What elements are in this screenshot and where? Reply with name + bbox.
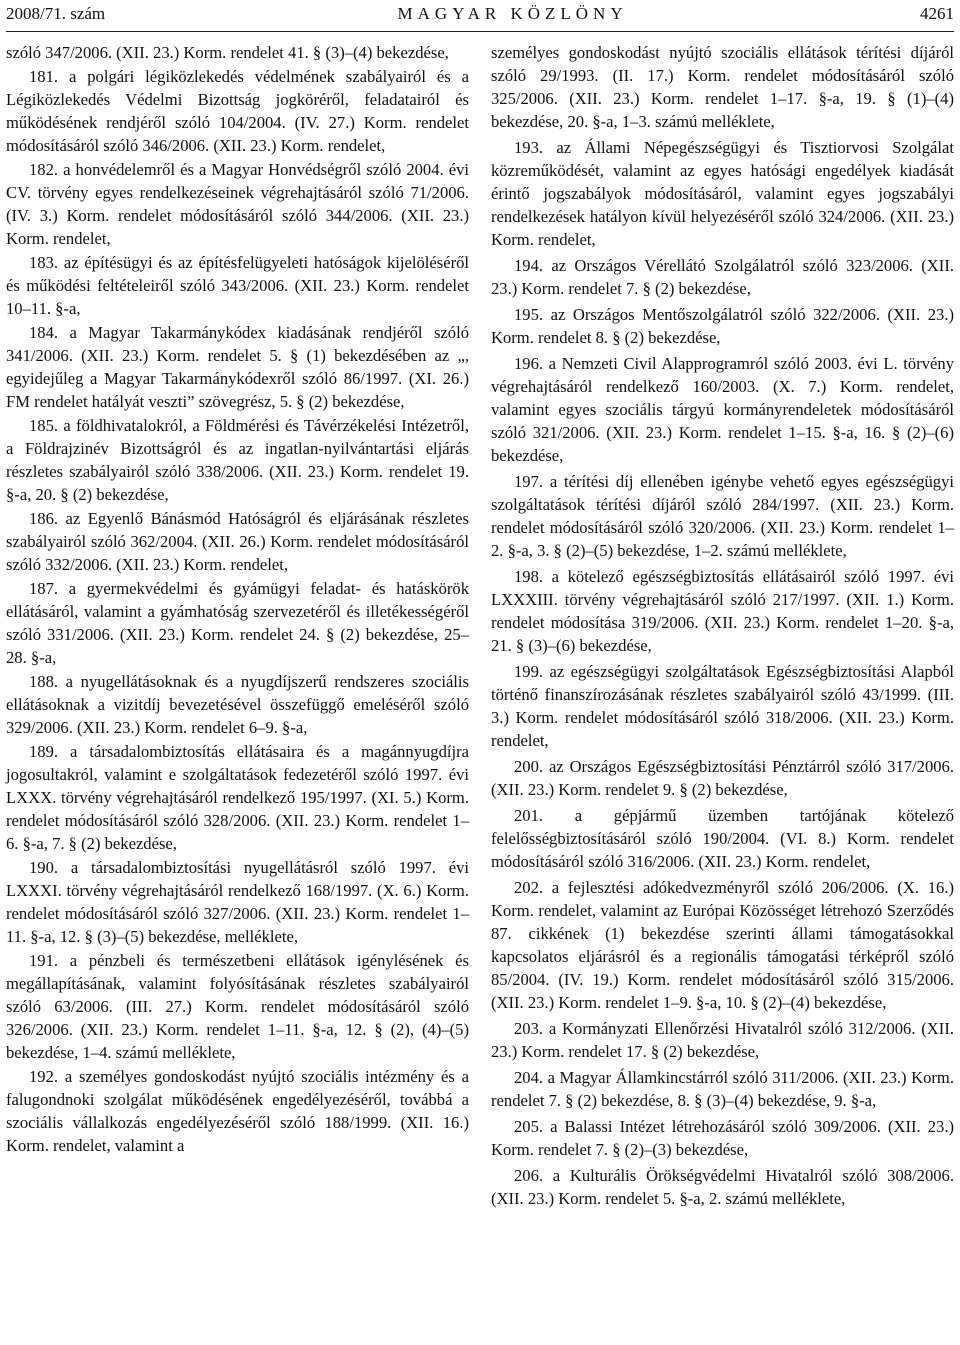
paragraph: 199. az egészségügyi szolgáltatások Egészségbiztosítási Alapból történő finanszírozásának részletes szabályairól szóló 43/1999. (III. 3.) Korm. rendelet módosításáról szóló 318/2006. (XII. 23.) Korm. rendelet, [491,662,954,750]
paragraph: 197. a térítési díj ellenében igénybe vehető egyes egészségügyi szolgáltatások térítési díjáról szóló 284/1997. (XII. 23.) Korm. rendelet módosításáról szóló 320/2006. (XII. 23.) Korm. rendelet 1–2. §-a, 3. § (2)–(5) bekezdése, 1–2. számú melléklete, [491,472,954,560]
left-column [6,41,469,1157]
paragraph: 190. a társadalombiztosítási nyugellátásról szóló 1997. évi LXXXI. törvény végrehajtásáról rendelkező 168/1997. (X. 6.) Korm. rendelet módosításáról szóló 327/2006. (XII. 23.) Korm. rendelet 1–11. §-a, 12. § (3)–(5) bekezdése, melléklete, [6,858,469,946]
paragraph: 202. a fejlesztési adókedvezményről szóló 206/2006. (X. 16.) Korm. rendelet, valamint az Európai Közösséget létrehozó Szerződés 87. cikkének (1) bekezdése szerinti állami támogatásokkal kapcsolatos eljárásról és a regionális támogatási térképről szóló 85/2004. (IV. 19.) Korm. rendelet módosításáról szóló 315/2006. (XII. 23.) Korm. rendelet 1–9. §-a, 10. § (2)–(4) bekezdése, [491,878,954,1012]
page-header [6,0,954,28]
paragraph: 198. a kötelező egészségbiztosítás ellátásairól szóló 1997. évi LXXXIII. törvény végrehajtásáról szóló 217/1997. (XII. 1.) Korm. rendelet módosítása 319/2006. (XII. 23.) Korm. rendelet 1–20. §-a, 21. § (3)–(6) bekezdése, [491,567,954,655]
paragraph: 187. a gyermekvédelmi és gyámügyi feladat- és hatáskörök ellátásáról, valamint a gyámhatóság szervezetéről és illetékességéről szóló 331/2006. (XII. 23.) Korm. rendelet 24. § (2) bekezdése, 25–28. §-a, [6,579,469,667]
paragraph: 201. a gépjármű üzemben tartójának kötelező felelősségbiztosításáról szóló 190/2004. (VI. 8.) Korm. rendelet módosításáról szóló 316/2006. (XII. 23.) Korm. rendelet, [491,806,954,871]
paragraph: 185. a földhivatalokról, a Földmérési és Távérzékelési Intézetről, a Földrajzinév Bizottságról és az ingatlan-nyilvántartási eljárás részletes szabályairól szóló 338/2006. (XII. 23.) Korm. rendelet 19. §-a, 20. § (2) bekezdése, [6,416,469,504]
paragraph: 203. a Kormányzati Ellenőrzési Hivatalról szóló 312/2006. (XII. 23.) Korm. rendelet 17. § (2) bekezdése, [491,1019,954,1061]
page-number: 4261 [920,4,954,23]
publication-title: MAGYAR KÖZLÖNY [397,4,628,23]
paragraph: 194. az Országos Vérellátó Szolgálatról szóló 323/2006. (XII. 23.) Korm. rendelet 7. § (2) bekezdése, [491,256,954,298]
paragraph: 196. a Nemzeti Civil Alapprogramról szóló 2003. évi L. törvény végrehajtásáról rendelkező 160/2003. (X. 7.) Korm. rendelet, valamint egyes szociális tárgyú kormányrendeletek módosításáról szóló 321/2006. (XII. 23.) Korm. rendelet 1–15. §-a, 16. § (2)–(6) bekezdése, [491,354,954,465]
paragraph: 183. az építésügyi és az építésfelügyeleti hatóságok kijelöléséről és működési feltételeiről szóló 343/2006. (XII. 23.) Korm. rendelet 10–11. §-a, [6,253,469,318]
right-column [491,41,954,1210]
header-rule [6,31,954,32]
paragraph: személyes gondoskodást nyújtó szociális ellátások térítési díjáról szóló 29/1993. (II. 17.) Korm. rendelet módosításáról szóló 325/2006. (XII. 23.) Korm. rendelet 1–17. §-a, 19. § (1)–(4) bekezdése, 20. §-a, 1–3. számú melléklete, [491,43,954,131]
paragraph: 195. az Országos Mentőszolgálatról szóló 322/2006. (XII. 23.) Korm. rendelet 8. § (2) bekezdése, [491,305,954,347]
issue-number: 2008/71. szám [6,4,106,23]
paragraph: 206. a Kulturális Örökségvédelmi Hivatalról szóló 308/2006. (XII. 23.) Korm. rendelet 5. §-a, 2. számú melléklete, [491,1166,954,1208]
paragraph: 205. a Balassi Intézet létrehozásáról szóló 309/2006. (XII. 23.) Korm. rendelet 7. § (2)–(3) bekezdése, [491,1117,954,1159]
paragraph: 184. a Magyar Takarmánykódex kiadásának rendjéről szóló 341/2006. (XII. 23.) Korm. rendelet 5. § (1) bekezdésében az „, egyidejűleg a Magyar Takarmánykódexről szóló 86/1997. (XI. 26.) FM rendelet hatályát veszti” szövegrész, 5. § (2) bekezdése, [6,323,469,411]
paragraph: 200. az Országos Egészségbiztosítási Pénztárról szóló 317/2006. (XII. 23.) Korm. rendelet 9. § (2) bekezdése, [491,757,954,799]
paragraph: 191. a pénzbeli és természetbeni ellátások igénylésének és megállapításának, valamint folyósításának részletes szabályairól szóló 63/2006. (III. 27.) Korm. rendelet módosításáról szóló 326/2006. (XII. 23.) Korm. rendelet 1–11. §-a, 12. § (2), (4)–(5) bekezdése, 1–4. számú melléklete, [6,951,469,1062]
paragraph: 192. a személyes gondoskodást nyújtó szociális intézmény és a falugondnoki szolgálat működésének engedélyezéséről, továbbá a szociális vállalkozás engedélyezéséről szóló 188/1999. (XII. 16.) Korm. rendelet, valamint a [6,1067,469,1155]
paragraph: 186. az Egyenlő Bánásmód Hatóságról és eljárásának részletes szabályairól szóló 362/2004. (XII. 26.) Korm. rendelet módosításáról szóló 332/2006. (XII. 23.) Korm. rendelet, [6,509,469,574]
paragraph: 181. a polgári légiközlekedés védelmének szabályairól és a Légiközlekedés Védelmi Bizottság jogköréről, feladatairól és működésének rendjéről szóló 104/2004. (IV. 27.) Korm. rendelet módosításáról szóló 346/2006. (XII. 23.) Korm. rendelet, [6,67,469,155]
paragraph: 189. a társadalombiztosítás ellátásaira és a magánnyugdíjra jogosultakról, valamint e szolgáltatások fedezetéről szóló 1997. évi LXXX. törvény végrehajtásáról rendelkező 195/1997. (XI. 5.) Korm. rendelet módosításáról szóló 328/2006. (XII. 23.) Korm. rendelet 1–6. §-a, 7. § (2) bekezdése, [6,742,469,853]
paragraph: 193. az Állami Népegészségügyi és Tisztiorvosi Szolgálat közreműködését, valamint az egyes hatósági engedélyek kiadását érintő jogszabályok módosításáról, valamint egyes jogszabályi rendelkezések hatályon kívül helyezéséről szóló 324/2006. (XII. 23.) Korm. rendelet, [491,138,954,249]
paragraph: 188. a nyugellátásoknak és a nyugdíjszerű rendszeres szociális ellátásoknak a vizitdíj bevezetésével összefüggő emeléséről szóló 329/2006. (XII. 23.) Korm. rendelet 6–9. §-a, [6,672,469,737]
paragraph: 204. a Magyar Államkincstárról szóló 311/2006. (XII. 23.) Korm. rendelet 7. § (2) bekezdése, 8. § (3)–(4) bekezdése, 9. §-a, [491,1068,954,1110]
paragraph: 182. a honvédelemről és a Magyar Honvédségről szóló 2004. évi CV. törvény egyes rendelkezéseinek végrehajtásáról szóló 71/2006. (IV. 3.) Korm. rendelet módosításáról szóló 344/2006. (XII. 23.) Korm. rendelet, [6,160,469,248]
paragraph: szóló 347/2006. (XII. 23.) Korm. rendelet 41. § (3)–(4) bekezdése, [6,43,449,62]
